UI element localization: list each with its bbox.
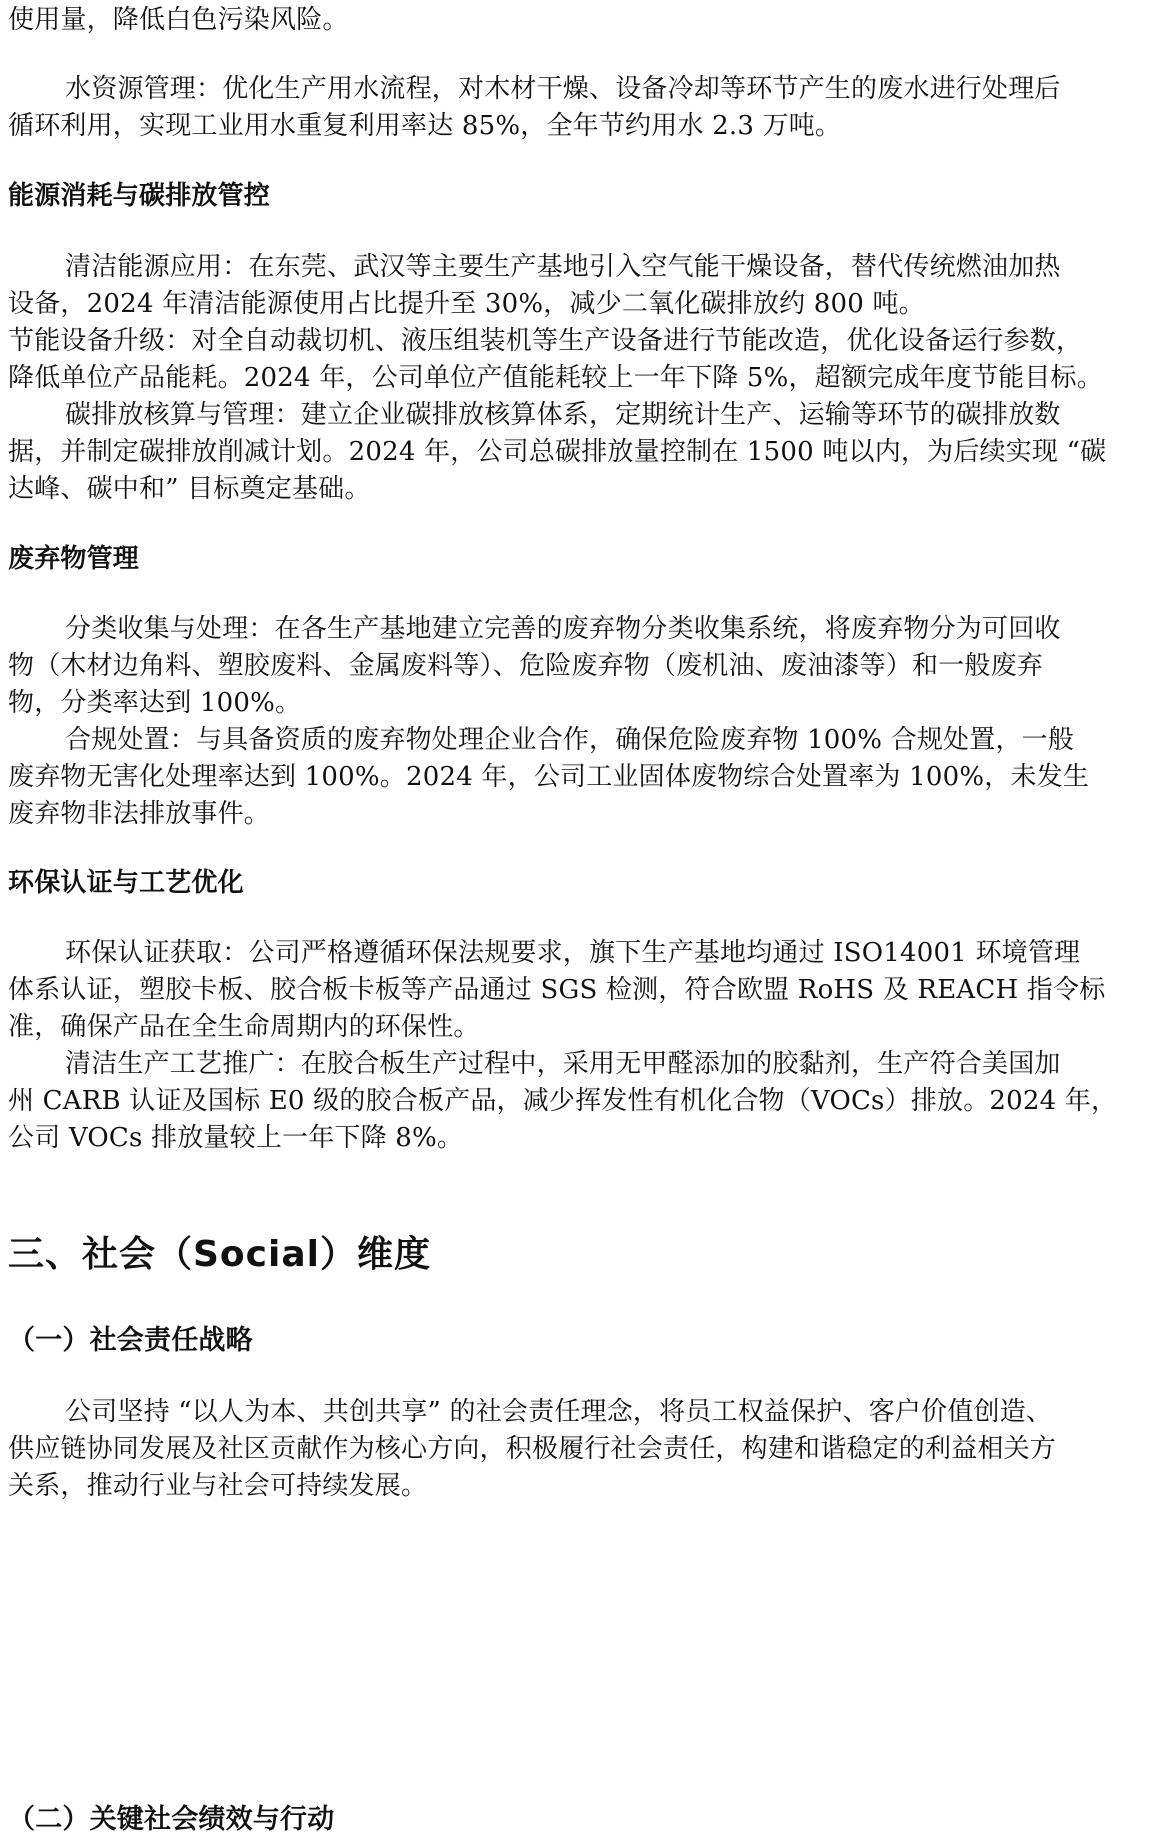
- paragraph-line: 清洁能源应用：在东莞、武汉等主要生产基地引入空气能干燥设备，替代传统燃油加热: [65, 252, 1061, 282]
- paragraph-line: 达峰、碳中和” 目标奠定基础。: [8, 474, 371, 504]
- paragraph-line: 使用量，降低白色污染风险。: [8, 5, 349, 35]
- paragraph-line: 物，分类率达到 100%。: [8, 688, 302, 718]
- paragraph-line: 环保认证获取：公司严格遵循环保法规要求，旗下生产基地均通过 ISO14001 环境管理: [65, 938, 1081, 968]
- paragraph-line: 体系认证，塑胶卡板、胶合板卡板等产品通过 SGS 检测，符合欧盟 RoHS 及 REACH 指令标: [8, 975, 1106, 1005]
- paragraph-line: 清洁生产工艺推广：在胶合板生产过程中，采用无甲醛添加的胶黏剂，生产符合美国加: [65, 1049, 1061, 1079]
- subsection-heading: （一）社会责任战略: [8, 1325, 253, 1356]
- paragraph-line: 州 CARB 认证及国标 E0 级的胶合板产品，减少挥发性有机化合物（VOCs）排放。2024 年，: [8, 1086, 1118, 1116]
- paragraph-line: 碳排放核算与管理：建立企业碳排放核算体系，定期统计生产、运输等环节的碳排放数: [65, 400, 1061, 430]
- paragraph-line: 公司 VOCs 排放量较上一年下降 8%。: [8, 1123, 464, 1153]
- section-heading: 能源消耗与碳排放管控: [8, 181, 271, 211]
- paragraph-line: 据，并制定碳排放削减计划。2024 年，公司总碳排放量控制在 1500 吨以内，为后续实现 “碳: [8, 437, 1107, 467]
- paragraph-line: 水资源管理：优化生产用水流程，对木材干燥、设备冷却等环节产生的废水进行处理后: [65, 74, 1061, 104]
- paragraph-line: 分类收集与处理：在各生产基地建立完善的废弃物分类收集系统，将废弃物分为可回收: [65, 614, 1061, 644]
- paragraph-line: 供应链协同发展及社区贡献作为核心方向，积极履行社会责任，构建和谐稳定的利益相关方: [8, 1434, 1057, 1464]
- paragraph-line: 公司坚持 “以人为本、共创共享” 的社会责任理念，将员工权益保护、客户价值创造、: [65, 1397, 1053, 1427]
- paragraph-line: 降低单位产品能耗。2024 年，公司单位产值能耗较上一年下降 5%，超额完成年度节能目标。: [8, 363, 1103, 393]
- paragraph-line: 关系，推动行业与社会可持续发展。: [8, 1471, 428, 1501]
- section-heading: 废弃物管理: [8, 544, 140, 574]
- paragraph-line: 准，确保产品在全生命周期内的环保性。: [8, 1012, 480, 1042]
- paragraph-line: 废弃物非法排放事件。: [8, 799, 271, 829]
- paragraph-line: 物（木材边角料、塑胶废料、金属废料等）、危险废弃物（废机油、废油漆等）和一般废弃: [8, 651, 1044, 681]
- paragraph-line: 循环利用，实现工业用水重复利用率达 85%，全年节约用水 2.3 万吨。: [8, 111, 842, 141]
- paragraph-line: 设备，2024 年清洁能源使用占比提升至 30%，减少二氧化碳排放约 800 吨。: [8, 289, 925, 319]
- chapter-heading: 三、社会（Social）维度: [8, 1234, 431, 1275]
- subsection-heading: （二）关键社会绩效与行动: [8, 1804, 335, 1835]
- section-heading: 环保认证与工艺优化: [8, 868, 244, 898]
- paragraph-line: 合规处置：与具备资质的废弃物处理企业合作，确保危险废弃物 100% 合规处置，一般: [65, 725, 1075, 755]
- paragraph-line: 节能设备升级：对全自动裁切机、液压组装机等生产设备进行节能改造，优化设备运行参数，: [8, 326, 1083, 356]
- paragraph-line: 废弃物无害化处理率达到 100%。2024 年，公司工业固体废物综合处置率为 100%，未发生: [8, 762, 1090, 792]
